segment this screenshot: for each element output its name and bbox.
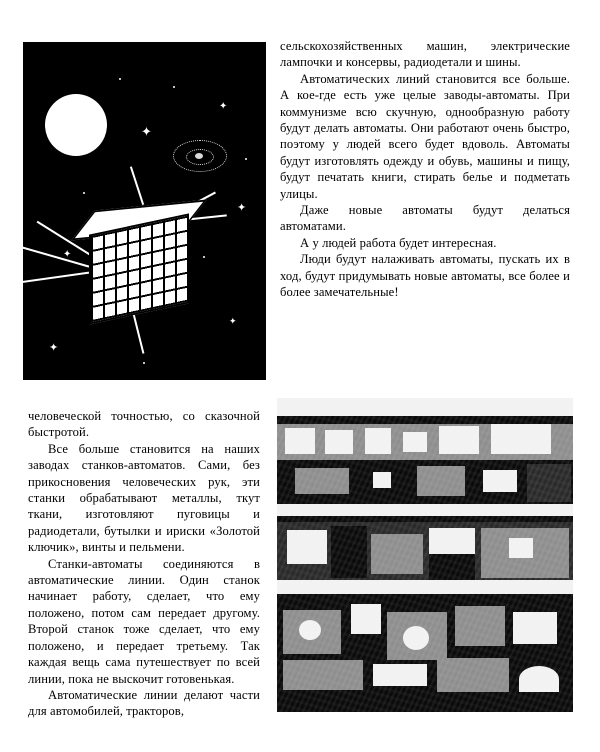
paragraph: Все больше становится на наших заводах станков-автоматов. Сами, без прикосновения человеческих рук, эти станки обрабатывают металлы, ткут ткани, изготовляют пуговицы и радиодетали, бутылки и ириски «Золотой ключик», винты и пельмени. [28, 441, 260, 555]
paragraph: человеческой точностью, со сказочной быстротой. [28, 409, 260, 440]
paragraph: Люди будут налаживать автоматы, пускать их в ход, будут придумывать новые автоматы, все более и более замечательные! [280, 252, 570, 300]
star-icon: ✦ [49, 341, 59, 354]
factory-photograph [277, 398, 573, 712]
antenna-icon [130, 167, 144, 206]
satellite-grid-pattern [91, 216, 187, 322]
antenna-icon [23, 272, 89, 283]
paragraph: Даже новые автоматы будут делаться автоматами. [280, 203, 570, 234]
star-icon: ✦ [229, 317, 237, 327]
star-dot-icon [245, 158, 247, 160]
photo-grain-overlay [277, 398, 573, 712]
paragraph: Автоматических линий становится все больше. А кое-где есть уже целые заводы-автоматы. При коммунизме всю скучную, однообразную работу будут делать автоматы. Они работают очень быстро, поэтому у людей всего будет вдоволь. Автоматы будут изготовлять одежду и обувь, машины и пищу, будут печатать книги, стирать белье и подметать улицы. [280, 71, 570, 201]
paragraph: Станки-автоматы соединяются в автоматические линии. Один станок начинает работу, сделает, что ему положено, потом сам передает другому. Второй станок тоже сделает, что ему положено, и передает третьему. Так каждая вещь сама путешествует по всей линии, пока не выскочит готовенькая. [28, 556, 260, 686]
paragraph: Автоматические линии делают части для автомобилей, тракторов, [28, 687, 260, 719]
star-dot-icon [83, 192, 85, 194]
star-icon: ✦ [237, 201, 247, 214]
left-text-column [28, 408, 260, 720]
satellite-illustration [23, 42, 266, 380]
right-text-column [280, 38, 570, 301]
star-dot-icon [143, 362, 145, 364]
paragraph: А у людей работа будет интересная. [300, 235, 497, 250]
spiral-galaxy-icon [173, 140, 227, 172]
antenna-icon [132, 311, 144, 354]
star-dot-icon [119, 78, 121, 80]
star-icon: ✦ [63, 249, 72, 260]
paragraph: сельскохозяйственных машин, электрические лампочки и консервы, радиодетали и шины. [280, 39, 570, 70]
star-dot-icon [203, 256, 205, 258]
star-dot-icon [173, 86, 175, 88]
star-icon: ✦ [141, 125, 152, 140]
crescent-moon-icon [45, 94, 107, 156]
star-icon: ✦ [219, 101, 228, 112]
